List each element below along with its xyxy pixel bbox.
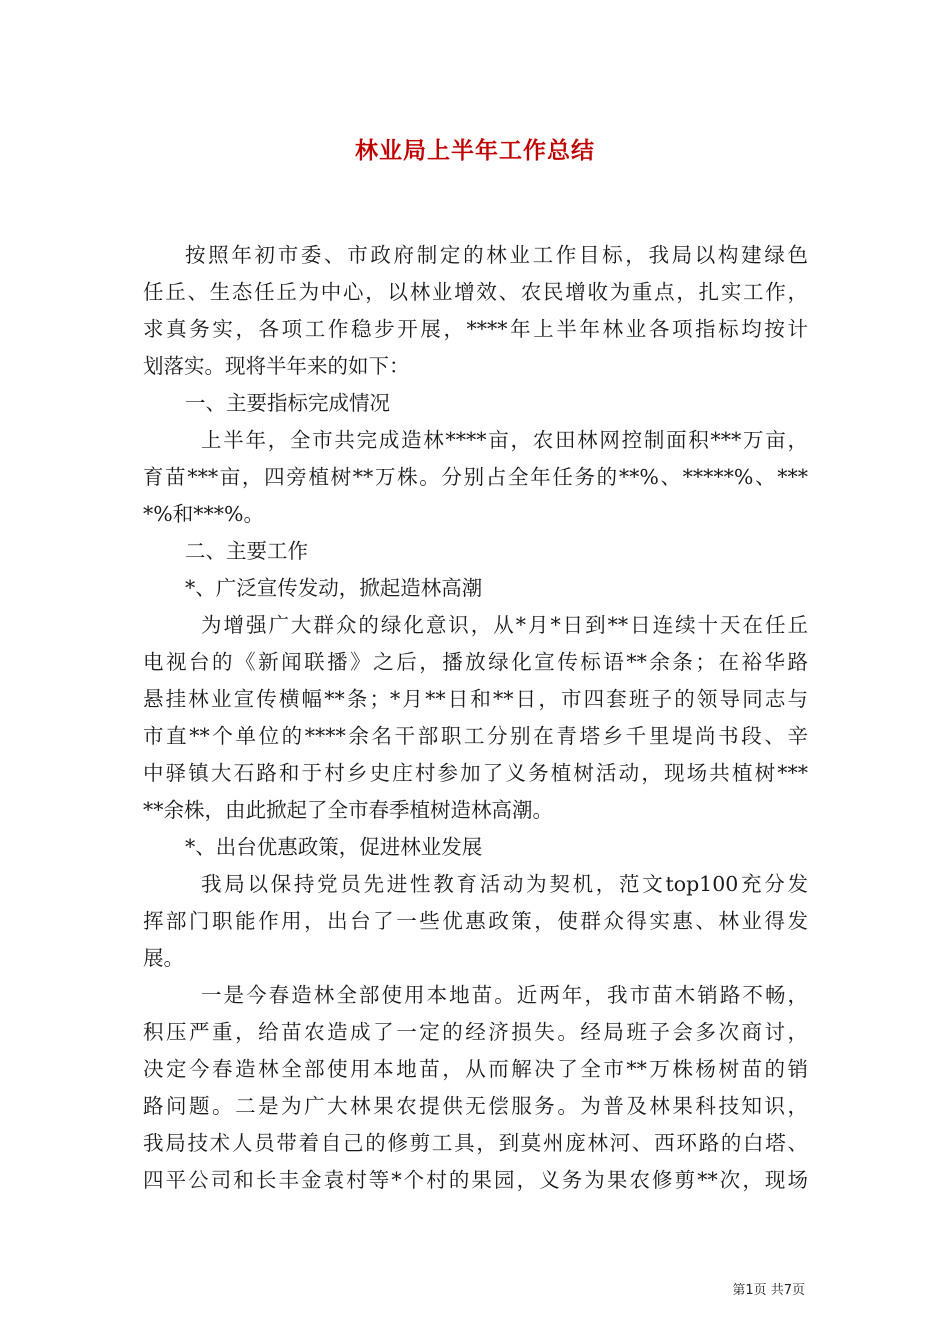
section-heading: 一、主要指标完成情况 <box>185 391 390 415</box>
paragraph-line: 积压严重，给苗农造成了一定的经济损失。经局班子会多次商讨， <box>143 1020 808 1044</box>
document-title: 林业局上半年工作总结 <box>355 138 595 164</box>
paragraph-line: **余株，由此掀起了全市春季植树造林高潮。 <box>143 798 553 822</box>
paragraph-line: 任丘、生态任丘为中心，以林业增效、农民增收为重点，扎实工作， <box>143 280 808 304</box>
paragraph-line: 四平公司和长丰金袁村等*个村的果园，义务为果农修剪**次，现场 <box>143 1168 808 1192</box>
paragraph-line: *%和***%。 <box>143 502 264 526</box>
paragraph-line: 决定今春造林全部使用本地苗，从而解决了全市**万株杨树苗的销 <box>143 1057 808 1081</box>
paragraph-line: 挥部门职能作用，出台了一些优惠政策，使群众得实惠、林业得发 <box>143 909 808 933</box>
document-body <box>143 237 808 1199</box>
paragraph-line: 我局以保持党员先进性教育活动为契机，范文top100充分发 <box>201 872 808 896</box>
paragraph-line: 育苗***亩，四旁植树**万株。分别占全年任务的**%、*****%、*** <box>143 465 808 489</box>
paragraph-line: 划落实。现将半年来的如下： <box>143 354 410 378</box>
paragraph-line: 电视台的《新闻联播》之后，播放绿化宣传标语**余条；在裕华路 <box>143 650 808 674</box>
subsection-heading: *、出台优惠政策，促进林业发展 <box>185 835 483 859</box>
section-heading: 二、主要工作 <box>185 539 308 563</box>
paragraph-line: 我局技术人员带着自己的修剪工具，到莫州庞林河、西环路的白塔、 <box>143 1131 808 1155</box>
paragraph-line: 悬挂林业宣传横幅**条；*月**日和**日，市四套班子的领导同志与 <box>143 687 808 711</box>
paragraph-line: 一是今春造林全部使用本地苗。近两年，我市苗木销路不畅， <box>201 983 808 1007</box>
paragraph-line: 中驿镇大石路和于村乡史庄村参加了义务植树活动，现场共植树*** <box>143 761 808 785</box>
page-number: 第1页 共7页 <box>732 1283 805 1298</box>
paragraph-line: 市直**个单位的****余名干部职工分别在青塔乡千里堤尚书段、辛 <box>143 724 808 748</box>
paragraph-line: 上半年，全市共完成造林****亩，农田林网控制面积***万亩， <box>201 428 808 452</box>
paragraph-line: 路问题。二是为广大林果农提供无偿服务。为普及林果科技知识， <box>143 1094 808 1118</box>
paragraph-line: 展。 <box>143 946 184 970</box>
subsection-heading: *、广泛宣传发动，掀起造林高潮 <box>185 576 483 600</box>
paragraph-line: 按照年初市委、市政府制定的林业工作目标，我局以构建绿色 <box>185 243 808 267</box>
paragraph-line: 求真务实，各项工作稳步开展，****年上半年林业各项指标均按计 <box>143 317 808 341</box>
paragraph-line: 为增强广大群众的绿化意识，从*月*日到**日连续十天在任丘 <box>201 613 808 637</box>
